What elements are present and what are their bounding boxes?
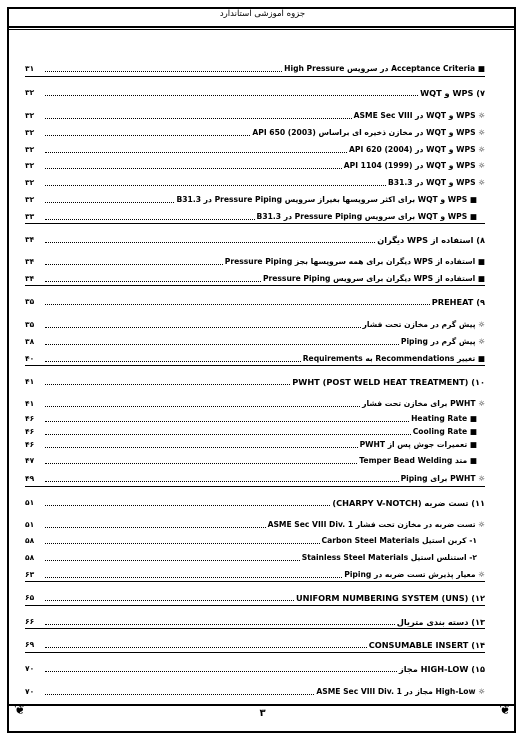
dot-leader xyxy=(45,480,399,482)
toc-section-entry[interactable] xyxy=(25,494,485,508)
toc-page-number: ۴۱ xyxy=(25,377,35,386)
toc-page-number: ۳۱ xyxy=(25,64,35,73)
toc-section-entry[interactable] xyxy=(25,636,485,650)
dot-leader xyxy=(45,542,320,544)
section-separator xyxy=(25,486,485,487)
toc-entry[interactable] xyxy=(25,470,485,484)
toc-entry[interactable] xyxy=(25,532,477,546)
toc-entry-title: ■ تعمیرات جوش پس از PWHT xyxy=(359,440,477,449)
toc-page-number: ۳۳ xyxy=(25,212,35,221)
ornament-icon: ❦ xyxy=(499,702,511,718)
dot-leader xyxy=(45,263,223,265)
toc-page-number: ۶۶ xyxy=(25,617,35,626)
toc-section-entry[interactable] xyxy=(25,84,485,98)
toc-entry[interactable] xyxy=(25,683,485,697)
toc-entry[interactable] xyxy=(25,410,477,424)
dot-leader xyxy=(45,167,342,169)
footer-rule xyxy=(7,704,516,706)
toc-entry-title: ☼ پیش گرم در مخازن تحت فشار xyxy=(362,320,485,329)
toc-entry-title: ۱۲) UNIFORM NUMBERING SYSTEM (UNS) xyxy=(295,593,485,603)
section-separator xyxy=(25,285,485,286)
toc-page-number: ۳۴ xyxy=(25,235,35,244)
dot-leader xyxy=(45,303,430,305)
ornament-icon: ❦ xyxy=(14,702,26,718)
dot-leader xyxy=(45,623,395,625)
toc-page-number: ۶۳ xyxy=(25,570,35,579)
toc-entry[interactable] xyxy=(25,208,477,222)
toc-page-number: ۳۲ xyxy=(25,128,35,137)
toc-entry-title: ☼ PWHT برای مخازن تحت فشار xyxy=(362,399,485,408)
header-title: جزوه آموزشی استاندارد xyxy=(219,9,306,19)
section-separator xyxy=(25,365,485,366)
toc-entry-title: ۱- کربن استیل Carbon Steel Materials xyxy=(321,536,477,545)
toc-entry-title: ۸) استفاده از WPS دیگران xyxy=(377,235,485,245)
toc-entry[interactable] xyxy=(25,549,477,563)
toc-page-number: ۳۲ xyxy=(25,195,35,204)
toc-entry-title: ■ Heating Rate xyxy=(411,414,477,423)
toc-page-number: ۳۲ xyxy=(25,178,35,187)
dot-leader xyxy=(45,151,347,153)
dot-leader xyxy=(45,526,266,528)
toc-entry-title: ۷) WPS و WQT xyxy=(420,88,485,98)
toc-page-number: ۴۹ xyxy=(25,474,35,483)
toc-page-number: ۶۵ xyxy=(25,593,35,602)
toc-page-number: ۴۶ xyxy=(25,440,35,449)
dot-leader xyxy=(45,405,360,407)
toc-page-number: ۴۶ xyxy=(25,427,35,436)
toc-entry-title: ■ تغییر Recommendations به Requirements xyxy=(302,354,485,363)
toc-entry-title: ۱۴) CONSUMABLE INSERT xyxy=(368,640,485,650)
toc-section-entry[interactable] xyxy=(25,613,485,627)
toc-page-number: ۳۴ xyxy=(25,257,35,266)
toc-page-number: ۵۱ xyxy=(25,520,35,529)
dot-leader xyxy=(45,446,358,448)
dot-leader xyxy=(45,134,250,136)
toc-section-entry[interactable] xyxy=(25,293,485,307)
toc-entry[interactable] xyxy=(25,60,485,74)
toc-entry-title: ☼ تست ضربه در مخازن تحت فشار ASME Sec VIII Div. 1 xyxy=(267,520,485,529)
toc-entry-title: ☼ WPS و WQT در ASME Sec VIII xyxy=(353,111,485,120)
toc-entry[interactable] xyxy=(25,333,485,347)
toc-entry[interactable] xyxy=(25,157,485,171)
toc-entry[interactable] xyxy=(25,516,485,530)
dot-leader xyxy=(45,670,397,672)
toc-entry[interactable] xyxy=(25,124,485,138)
dot-leader xyxy=(45,433,411,435)
toc-page-number: ۳۵ xyxy=(25,320,35,329)
toc-page-number: ۳۵ xyxy=(25,297,35,306)
toc-page-number: ۳۸ xyxy=(25,337,35,346)
toc-entry[interactable] xyxy=(25,350,485,364)
toc-entry-title: ۱۰) PWHT (POST WELD HEAT TREATMENT) xyxy=(292,377,485,387)
toc-entry-title: ۹) PREHEAT xyxy=(431,297,485,307)
toc-page-number: ۴۱ xyxy=(25,399,35,408)
section-separator xyxy=(25,581,485,582)
toc-entry-title: ☼ WPS و WQT در B31.3 xyxy=(388,178,485,187)
toc-page-number: ۳۲ xyxy=(25,161,35,170)
dot-leader xyxy=(45,599,294,601)
toc-page-number: ۶۹ xyxy=(25,640,35,649)
dot-leader xyxy=(45,383,290,385)
toc-entry-title: ■ Acceptance Criteria در سرویس High Pressure xyxy=(284,64,485,73)
toc-entry-title: ☼ High-Low مجاز در ASME Sec VIII Div. 1 xyxy=(316,687,485,696)
dot-leader xyxy=(45,241,375,243)
section-separator xyxy=(25,76,485,77)
section-separator xyxy=(25,652,485,653)
toc-entry-title: ■ WPS و WQT برای اکثر سرویسها بغیراز سرویس Pressure Piping در B31.3 xyxy=(176,195,477,204)
dot-leader xyxy=(45,646,367,648)
header-rule-thin xyxy=(7,29,516,30)
toc-page-number: ۵۸ xyxy=(25,553,35,562)
dot-leader xyxy=(45,117,352,119)
toc-section-entry[interactable] xyxy=(25,660,485,674)
dot-leader xyxy=(45,360,301,362)
toc-page-number: ۵۸ xyxy=(25,536,35,545)
toc-page-number: ۳۲ xyxy=(25,111,35,120)
dot-leader xyxy=(45,280,261,282)
section-separator xyxy=(25,223,485,224)
dot-leader xyxy=(45,504,330,506)
toc-page-number: ۳۲ xyxy=(25,145,35,154)
toc-entry-title: ■ استفاده از WPS دیگران برای سرویس Pressure Piping xyxy=(262,274,485,283)
toc-page-number: ۷۰ xyxy=(25,664,35,673)
section-separator xyxy=(25,628,485,629)
toc-entry[interactable] xyxy=(25,174,485,188)
dot-leader xyxy=(45,201,174,203)
toc-page-number: ۴۷ xyxy=(25,456,35,465)
toc-entry[interactable] xyxy=(25,141,485,155)
dot-leader xyxy=(45,559,300,561)
page-number: ۳ xyxy=(259,708,266,719)
toc-entry-title: ۲- استنلس استیل Stainless Steel Materials xyxy=(301,553,477,562)
toc-entry-title: ■ WPS و WQT برای سرویس Pressure Piping در B31.3 xyxy=(256,212,477,221)
toc-entry[interactable] xyxy=(25,316,485,330)
dot-leader xyxy=(45,343,399,345)
toc-entry[interactable] xyxy=(25,253,485,267)
toc-entry-title: ۱۳) دسته بندی متریال xyxy=(396,617,485,627)
toc-entry[interactable] xyxy=(25,191,477,205)
toc-page-number: ۴۶ xyxy=(25,414,35,423)
toc-entry[interactable] xyxy=(25,395,485,409)
dot-leader xyxy=(45,576,342,578)
toc-section-entry[interactable] xyxy=(25,231,485,245)
toc-entry-title: ■ استفاده از WPS دیگران برای همه سرویسها بجز Pressure Piping xyxy=(224,257,485,266)
toc-entry-title: ☼ WPS و WQT در API 1104 (1999) xyxy=(343,161,485,170)
toc-entry[interactable] xyxy=(25,566,485,580)
toc-entry[interactable] xyxy=(25,107,485,121)
dot-leader xyxy=(45,326,361,328)
toc-entry-title: ☼ معیار پذیرش تست ضربه در Piping xyxy=(344,570,485,579)
dot-leader xyxy=(45,184,386,186)
toc-page-number: ۳۴ xyxy=(25,274,35,283)
toc-entry[interactable] xyxy=(25,452,477,466)
toc-entry-title: ۱۱) تست ضربه (CHARPY V-NOTCH) xyxy=(332,498,485,508)
toc-page-number: ۴۰ xyxy=(25,354,35,363)
dot-leader xyxy=(45,420,409,422)
toc-page-number: ۷۰ xyxy=(25,687,35,696)
toc-entry[interactable] xyxy=(25,436,477,450)
toc-entry-title: ■ متد Temper Bead Welding xyxy=(359,456,477,465)
toc-entry-title: ۱۵) HIGH-LOW مجاز xyxy=(399,664,485,674)
dot-leader xyxy=(45,70,282,72)
toc-entry-title: ☼ PWHT برای Piping xyxy=(400,474,485,483)
header-rule xyxy=(7,26,516,28)
toc-page-number: ۳۲ xyxy=(25,88,35,97)
section-separator xyxy=(25,605,485,606)
toc-entry-title: ☼ WPS و WQT در API 620 (2004) xyxy=(349,145,485,154)
toc-entry-title: ■ Cooling Rate xyxy=(412,427,477,436)
toc-entry-title: ☼ WPS و WQT در مخازن ذخیره ای براساس API 650 (2003) xyxy=(252,128,485,137)
toc-page-number: ۵۱ xyxy=(25,498,35,507)
toc-section-entry[interactable] xyxy=(25,373,485,387)
toc-entry[interactable] xyxy=(25,423,477,437)
dot-leader xyxy=(45,218,255,220)
toc-section-entry[interactable] xyxy=(25,589,485,603)
dot-leader xyxy=(45,693,314,695)
toc-entry-title: ☼ پیش گرم در Piping xyxy=(400,337,485,346)
dot-leader xyxy=(45,94,418,96)
toc-entry[interactable] xyxy=(25,270,485,284)
dot-leader xyxy=(45,462,357,464)
